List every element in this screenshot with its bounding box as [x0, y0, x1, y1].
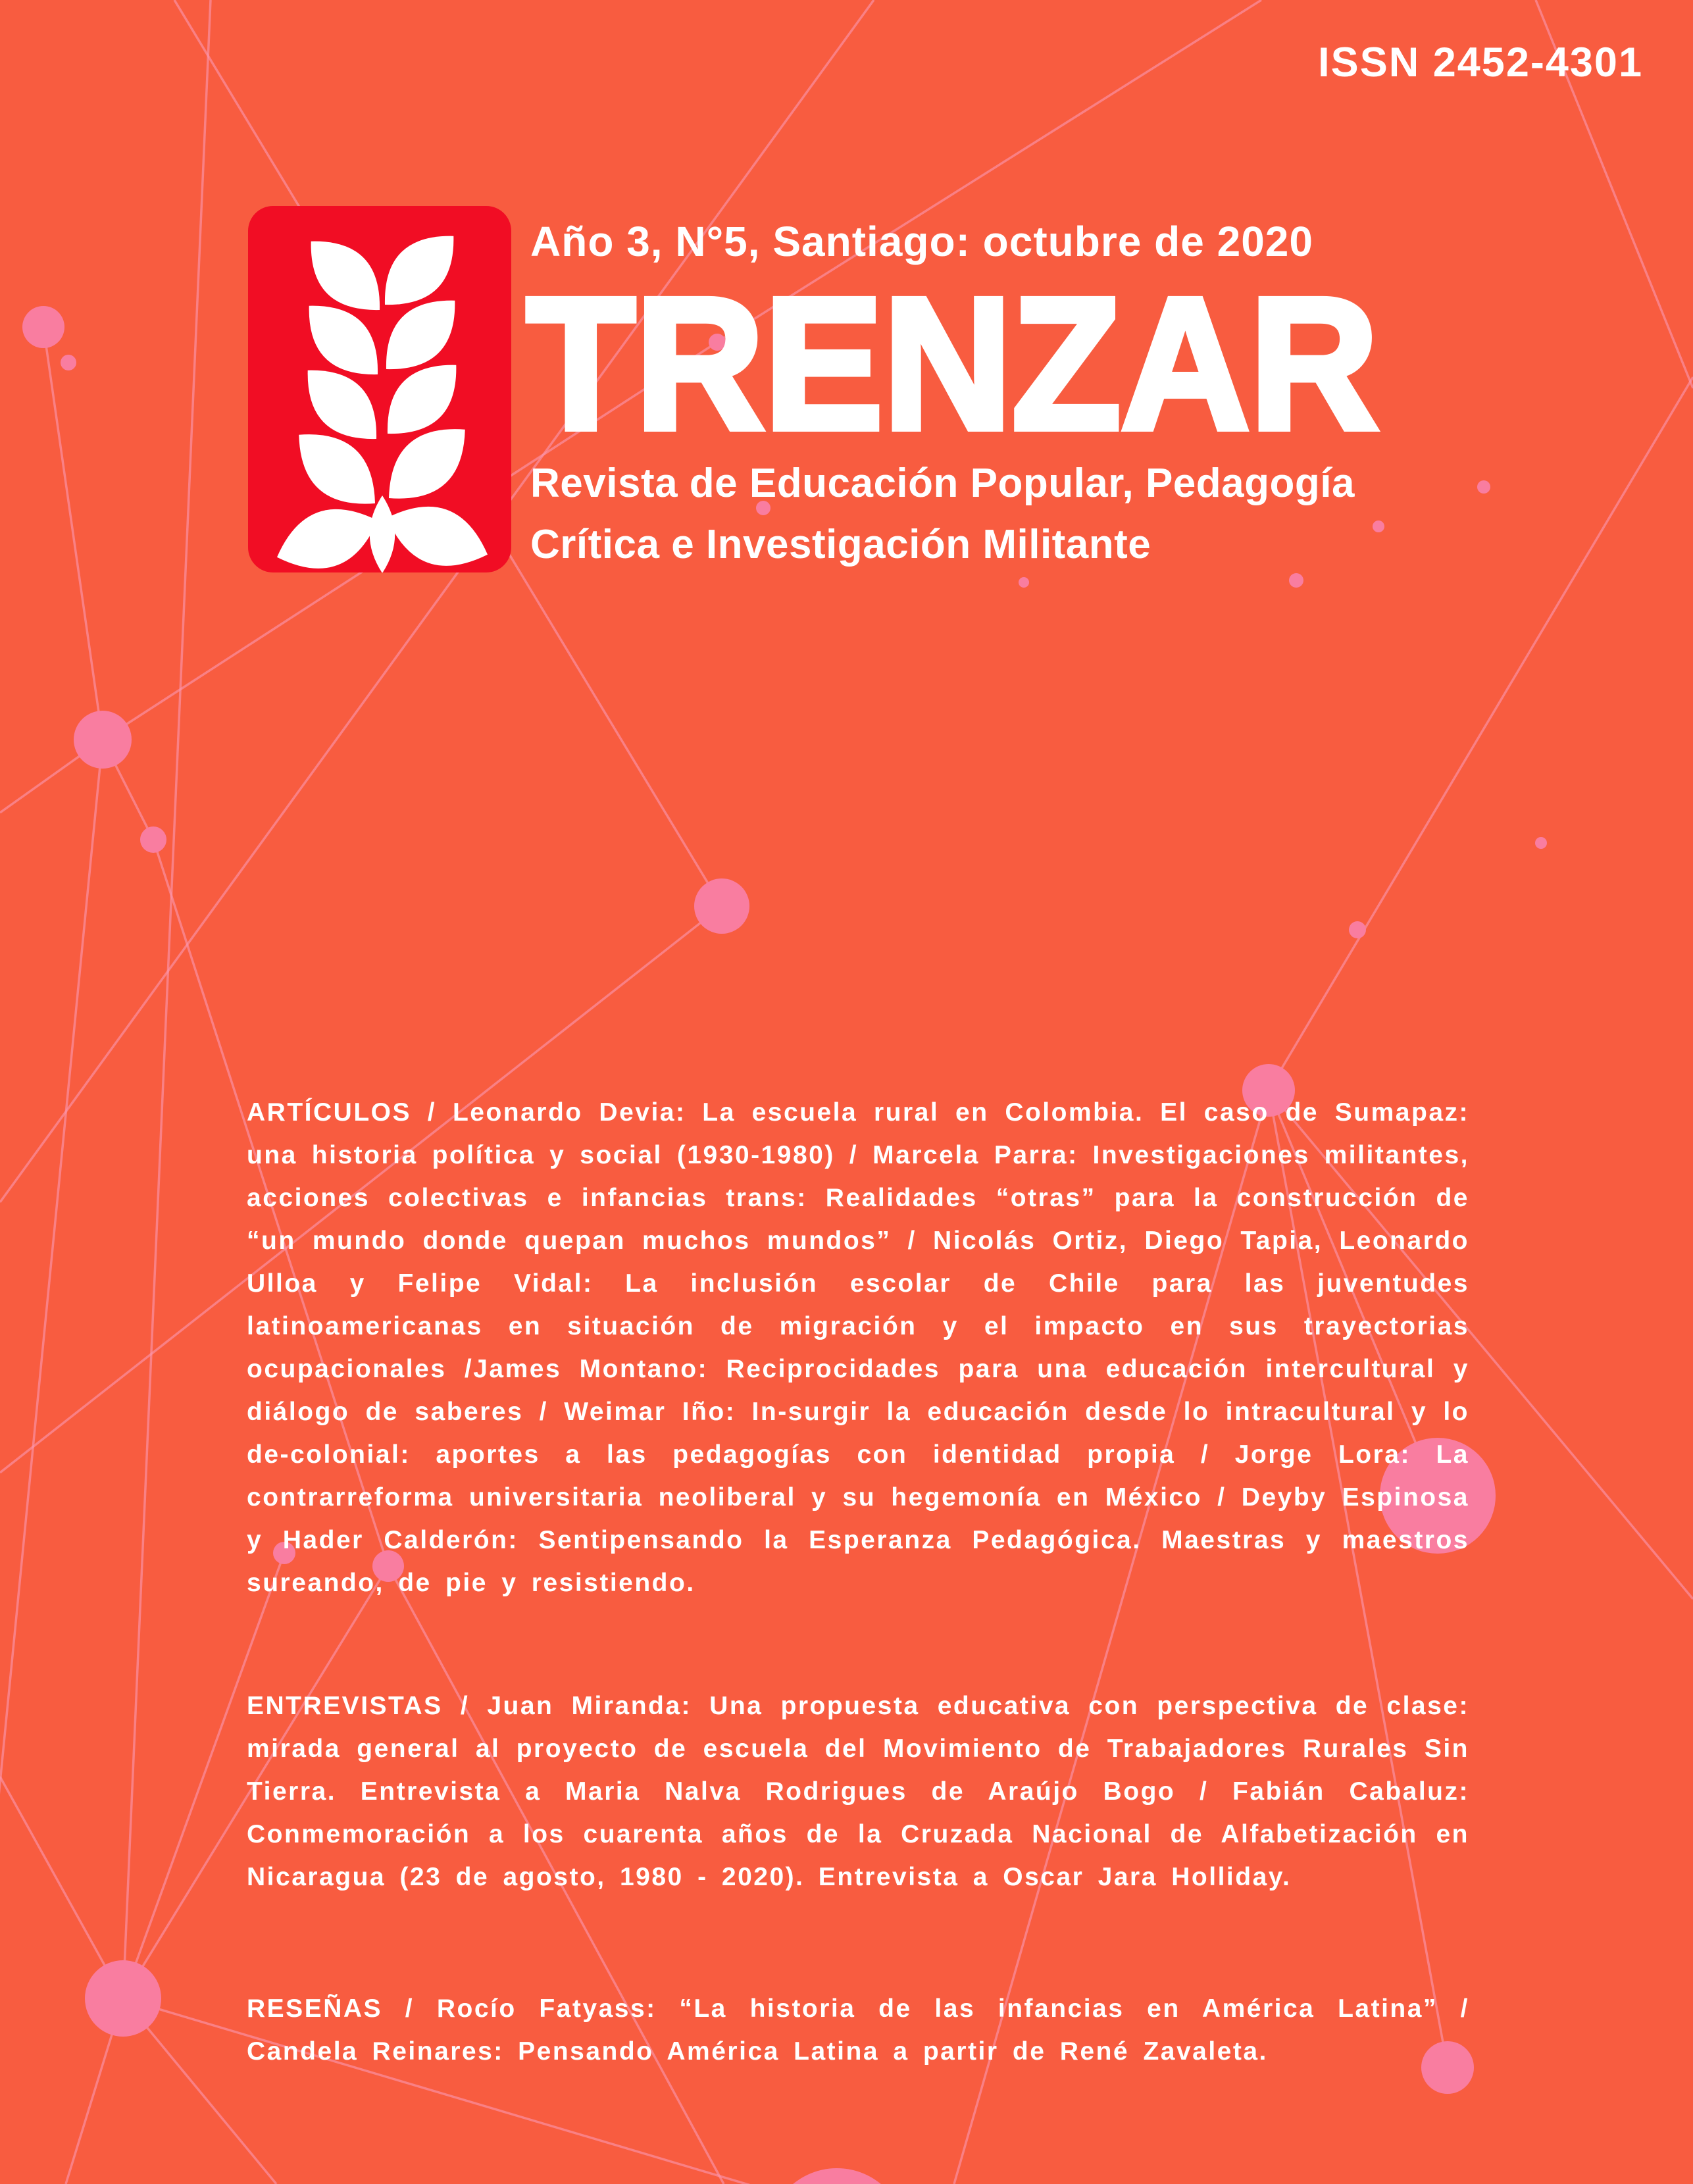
edition-line: Año 3, N°5, Santiago: octubre de 2020: [530, 218, 1313, 265]
section-body-articulos: / Leonardo Devia: La escuela rural en Colombia. El caso de Sumapaz: una historia política y social (1930-1980) / Marcela Parra: Investigaciones militantes, acciones colectivas e infancias trans: Realidades “otras” para la construcción de “un mundo donde quepan muchos mundos” / Nicolás Ortiz, Diego Tapia, Leonardo Ulloa y Felipe Vidal: La inclusión escolar de Chile para las juventudes latinoamericanas en situación de migración y el impacto en sus trayectorias ocupacionales /James Montano: Reciprocidades para una educación intercultural y diálogo de saberes / Weimar Iño: In-surgir la educación desde lo intracultural y lo de-colonial: aportes a las pedagogías con identidad propia / Jorge Lora: La contrarreforma universitaria neoliberal y su hegemonía en México / Deyby Espinosa y Hader Calderón: Sentipensando la Esperanza Pedagógica. Maestras y maestros sureando, de pie y resistiendo.: [247, 1098, 1469, 1597]
trenzar-logo: [248, 206, 511, 572]
section-body-entrevistas: / Juan Miranda: Una propuesta educativa con perspectiva de clase: mirada general al proyecto de escuela del Movimiento de Trabajadores Rurales Sin Tierra. Entrevista a Maria Nalva Rodrigues de Araújo Bogo / Fabián Cabaluz: Conmemoración a los cuarenta años de la Cruzada Nacional de Alfabetización en Nicaragua (23 de agosto, 1980 - 2020). Entrevista a Oscar Jara Holliday.: [247, 1692, 1469, 1891]
journal-subtitle-line2: Crítica e Investigación Militante: [530, 522, 1151, 567]
journal-subtitle-line1: Revista de Educación Popular, Pedagogía: [530, 461, 1355, 506]
toc-section-articulos: [247, 1091, 1469, 1604]
section-label-entrevistas: ENTREVISTAS: [247, 1692, 443, 1720]
section-label-articulos: ARTÍCULOS: [247, 1098, 411, 1127]
issn-number: ISSN 2452-4301: [1318, 39, 1643, 86]
journal-title: [523, 275, 1392, 438]
journal-title-text: TRENZAR: [526, 275, 1378, 438]
journal-subtitle: [530, 453, 1583, 575]
toc-section-entrevistas: [247, 1685, 1469, 1898]
toc-section-resenas: [247, 1987, 1469, 2073]
wheat-branch-icon: [248, 206, 511, 572]
section-label-resenas: RESEÑAS: [247, 1994, 383, 2023]
section-body-resenas: / Rocío Fatyass: “La historia de las infancias en América Latina” / Candela Reinares: Pensando América Latina a partir de René Zavaleta.: [247, 1994, 1469, 2066]
